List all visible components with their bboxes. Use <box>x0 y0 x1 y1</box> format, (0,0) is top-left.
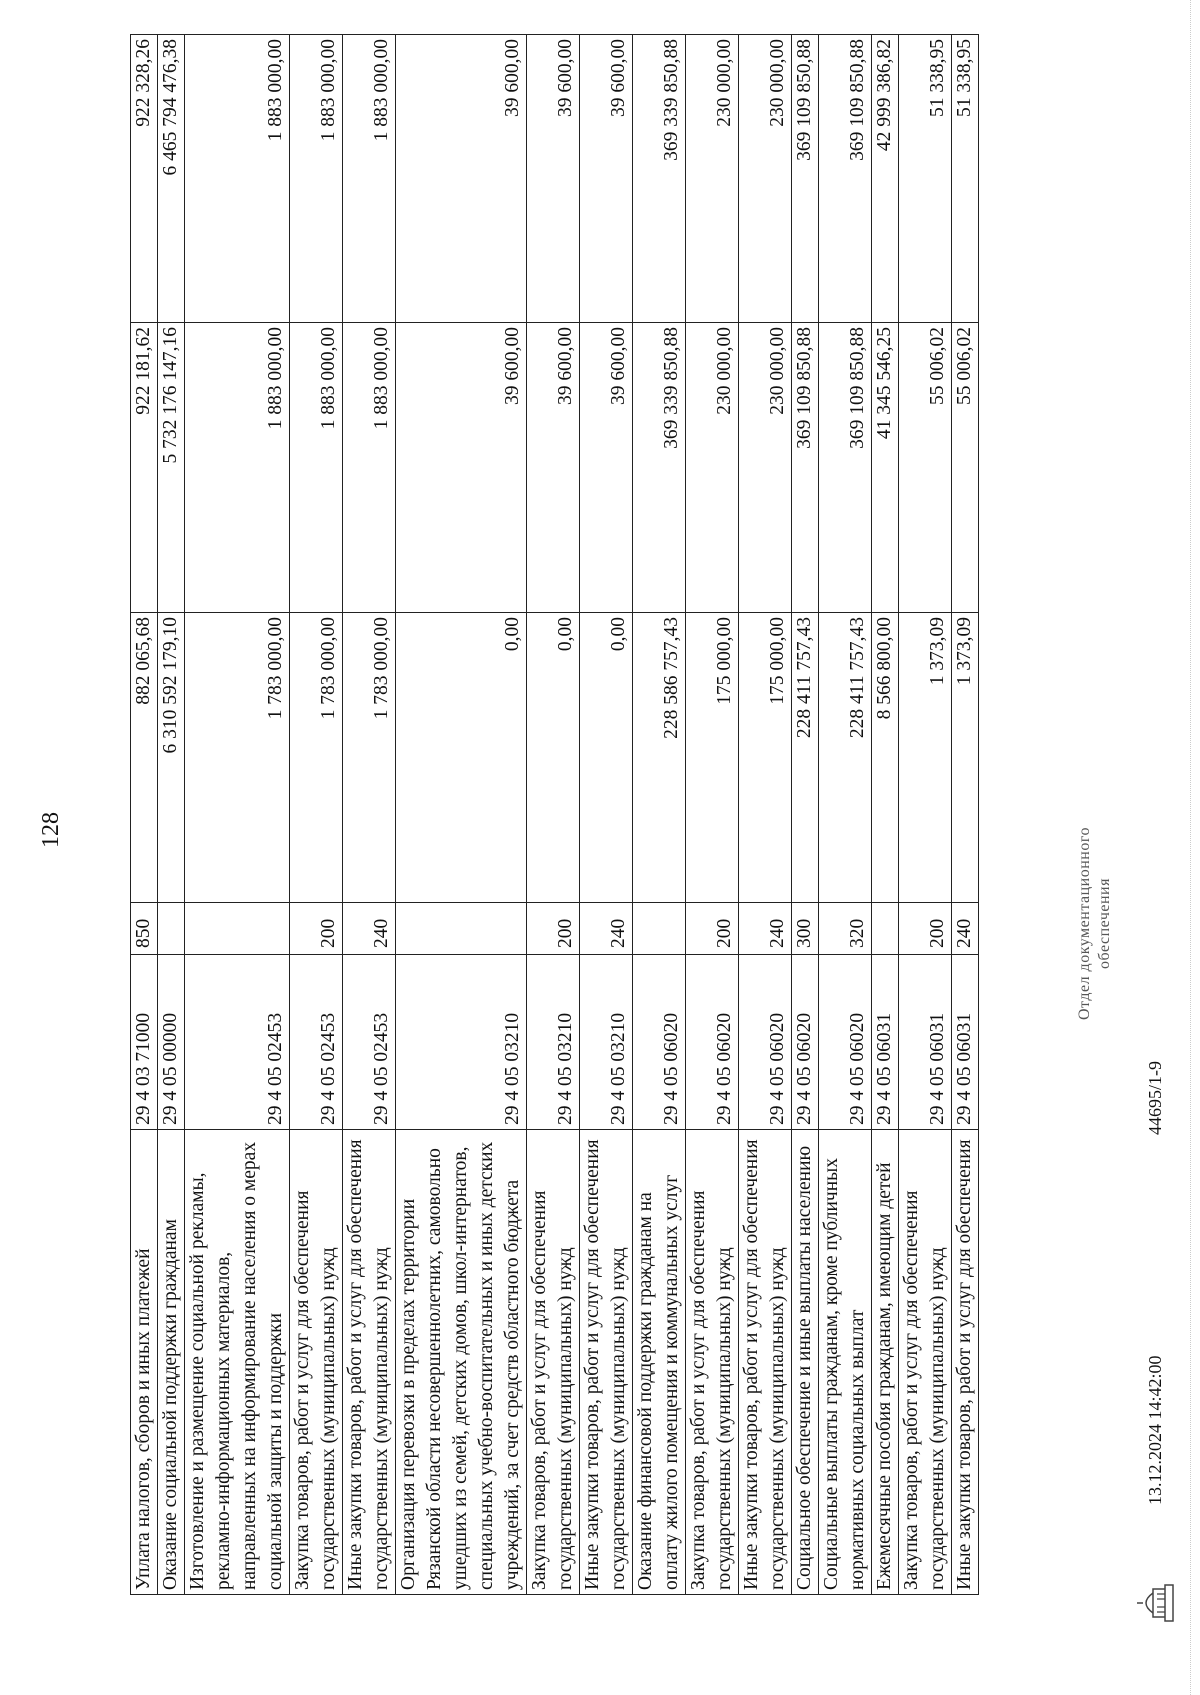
row-amount-2025: 39 600,00 <box>396 323 527 613</box>
table-row <box>872 35 899 1595</box>
row-amount-2024: 1 783 000,00 <box>290 613 343 903</box>
row-target-code: 29 4 05 06031 <box>952 955 979 1130</box>
row-amount-2025: 1 883 000,00 <box>290 323 343 613</box>
row-amount-2024: 1 783 000,00 <box>185 613 290 903</box>
row-description: Оказание финансовой поддержки гражданам на оплату жилого помещения и коммунальных услуг <box>633 1130 686 1595</box>
row-amount-2025: 5 732 176 147,16 <box>158 323 185 613</box>
table-row <box>952 35 979 1595</box>
row-amount-2026: 39 600,00 <box>527 35 580 323</box>
row-target-code: 29 4 05 02453 <box>185 955 290 1130</box>
emblem-icon <box>1135 1581 1179 1625</box>
row-amount-2025: 230 000,00 <box>686 323 739 613</box>
department-stamp <box>1075 827 1115 1020</box>
row-expense-type <box>872 903 899 955</box>
row-amount-2026: 1 883 000,00 <box>343 35 396 323</box>
row-amount-2024: 175 000,00 <box>686 613 739 903</box>
row-target-code: 29 4 05 06031 <box>872 955 899 1130</box>
footer-doc-number: 44695/1-9 <box>1145 1061 1165 1135</box>
row-expense-type: 850 <box>131 903 158 955</box>
row-amount-2026: 39 600,00 <box>580 35 633 323</box>
table-row <box>739 35 792 1595</box>
page-number: 128 <box>38 812 64 848</box>
row-expense-type: 240 <box>580 903 633 955</box>
row-amount-2024: 6 310 592 179,10 <box>158 613 185 903</box>
row-target-code: 29 4 05 06020 <box>792 955 819 1130</box>
row-amount-2024: 228 411 757,43 <box>792 613 819 903</box>
row-description: Изготовление и размещение социальной рекламы, рекламно-информационных материалов, направленных на информирование населения о мерах социальной защиты и поддержки <box>185 1130 290 1595</box>
row-amount-2024: 0,00 <box>396 613 527 903</box>
row-amount-2026: 230 000,00 <box>686 35 739 323</box>
row-amount-2025: 230 000,00 <box>739 323 792 613</box>
row-amount-2024: 1 783 000,00 <box>343 613 396 903</box>
table-row <box>527 35 580 1595</box>
row-expense-type: 320 <box>819 903 872 955</box>
row-amount-2024: 882 065,68 <box>131 613 158 903</box>
row-description: Уплата налогов, сборов и иных платежей <box>131 1130 158 1595</box>
row-amount-2026: 42 999 386,82 <box>872 35 899 323</box>
row-expense-type: 240 <box>343 903 396 955</box>
table-row <box>792 35 819 1595</box>
row-amount-2025: 41 345 546,25 <box>872 323 899 613</box>
row-amount-2026: 51 338,95 <box>899 35 952 323</box>
table-body <box>131 35 979 1595</box>
row-target-code: 29 4 05 06020 <box>739 955 792 1130</box>
row-target-code: 29 4 05 06031 <box>899 955 952 1130</box>
row-expense-type <box>158 903 185 955</box>
table-row <box>686 35 739 1595</box>
row-amount-2026: 230 000,00 <box>739 35 792 323</box>
row-description: Закупка товаров, работ и услуг для обеспечения государственных (муниципальных) нужд <box>899 1130 952 1595</box>
row-amount-2025: 39 600,00 <box>527 323 580 613</box>
row-expense-type: 200 <box>899 903 952 955</box>
row-target-code: 29 4 05 03210 <box>527 955 580 1130</box>
row-amount-2025: 39 600,00 <box>580 323 633 613</box>
table-row <box>819 35 872 1595</box>
scan-edge-line <box>1190 0 1192 1695</box>
row-description: Закупка товаров, работ и услуг для обеспечения государственных (муниципальных) нужд <box>527 1130 580 1595</box>
row-amount-2024: 228 411 757,43 <box>819 613 872 903</box>
row-amount-2024: 8 566 800,00 <box>872 613 899 903</box>
footer-date: 13.12.2024 14:42:00 <box>1145 1355 1165 1505</box>
row-amount-2025: 55 006,02 <box>952 323 979 613</box>
row-amount-2024: 228 586 757,43 <box>633 613 686 903</box>
row-expense-type: 240 <box>739 903 792 955</box>
table-row <box>185 35 290 1595</box>
row-target-code: 29 4 05 02453 <box>343 955 396 1130</box>
row-expense-type: 300 <box>792 903 819 955</box>
row-description: Иные закупки товаров, работ и услуг для обеспечения государственных (муниципальных) нужд <box>580 1130 633 1595</box>
row-amount-2025: 1 883 000,00 <box>343 323 396 613</box>
row-description: Закупка товаров, работ и услуг для обеспечения государственных (муниципальных) нужд <box>290 1130 343 1595</box>
row-amount-2026: 1 883 000,00 <box>185 35 290 323</box>
table-row <box>580 35 633 1595</box>
table-row <box>343 35 396 1595</box>
stamp-line-2: обеспечения <box>1096 878 1113 969</box>
row-amount-2025: 369 109 850,88 <box>819 323 872 613</box>
budget-table <box>130 34 979 1595</box>
table-row <box>396 35 527 1595</box>
row-expense-type <box>396 903 527 955</box>
row-expense-type: 200 <box>290 903 343 955</box>
row-description: Оказание социальной поддержки гражданам <box>158 1130 185 1595</box>
row-amount-2024: 0,00 <box>580 613 633 903</box>
row-amount-2025: 369 339 850,88 <box>633 323 686 613</box>
row-target-code: 29 4 03 71000 <box>131 955 158 1130</box>
table-row <box>158 35 185 1595</box>
row-target-code: 29 4 05 06020 <box>819 955 872 1130</box>
row-amount-2025: 55 006,02 <box>899 323 952 613</box>
row-target-code: 29 4 05 03210 <box>580 955 633 1130</box>
row-description: Социальное обеспечение и иные выплаты населению <box>792 1130 819 1595</box>
row-amount-2026: 369 109 850,88 <box>819 35 872 323</box>
row-amount-2026: 51 338,95 <box>952 35 979 323</box>
stamp-line-1: Отдел документационного <box>1076 826 1093 1020</box>
table-row <box>290 35 343 1595</box>
row-expense-type <box>185 903 290 955</box>
row-amount-2024: 0,00 <box>527 613 580 903</box>
row-description: Ежемесячные пособия гражданам, имеющим детей <box>872 1130 899 1595</box>
row-description: Иные закупки товаров, работ и услуг для обеспечения государственных (муниципальных) нужд <box>343 1130 396 1595</box>
row-description: Закупка товаров, работ и услуг для обеспечения государственных (муниципальных) нужд <box>686 1130 739 1595</box>
row-amount-2026: 369 109 850,88 <box>792 35 819 323</box>
row-target-code: 29 4 05 06020 <box>633 955 686 1130</box>
row-amount-2026: 369 339 850,88 <box>633 35 686 323</box>
row-amount-2024: 1 373,09 <box>952 613 979 903</box>
row-amount-2024: 175 000,00 <box>739 613 792 903</box>
row-target-code: 29 4 05 02453 <box>290 955 343 1130</box>
row-description: Иные закупки товаров, работ и услуг для обеспечения <box>952 1130 979 1595</box>
row-amount-2024: 1 373,09 <box>899 613 952 903</box>
row-expense-type: 200 <box>686 903 739 955</box>
row-expense-type <box>633 903 686 955</box>
row-amount-2026: 1 883 000,00 <box>290 35 343 323</box>
table-row <box>899 35 952 1595</box>
row-target-code: 29 4 05 00000 <box>158 955 185 1130</box>
row-amount-2026: 6 465 794 476,38 <box>158 35 185 323</box>
row-description: Социальные выплаты гражданам, кроме публичных нормативных социальных выплат <box>819 1130 872 1595</box>
row-expense-type: 240 <box>952 903 979 955</box>
row-target-code: 29 4 05 03210 <box>396 955 527 1130</box>
row-amount-2025: 922 181,62 <box>131 323 158 613</box>
row-description: Организация перевозки в пределах территории Рязанской области несовершеннолетних, самовольно ушедших из семей, детских домов, школ-интернатов, специальных учебно-воспитательных и иных детских учреждений, за счет средств областного бюджета <box>396 1130 527 1595</box>
table-row <box>131 35 158 1595</box>
row-amount-2025: 369 109 850,88 <box>792 323 819 613</box>
row-amount-2025: 1 883 000,00 <box>185 323 290 613</box>
row-expense-type: 200 <box>527 903 580 955</box>
row-amount-2026: 922 328,26 <box>131 35 158 323</box>
row-amount-2026: 39 600,00 <box>396 35 527 323</box>
row-description: Иные закупки товаров, работ и услуг для обеспечения государственных (муниципальных) нужд <box>739 1130 792 1595</box>
table-row <box>633 35 686 1595</box>
row-target-code: 29 4 05 06020 <box>686 955 739 1130</box>
